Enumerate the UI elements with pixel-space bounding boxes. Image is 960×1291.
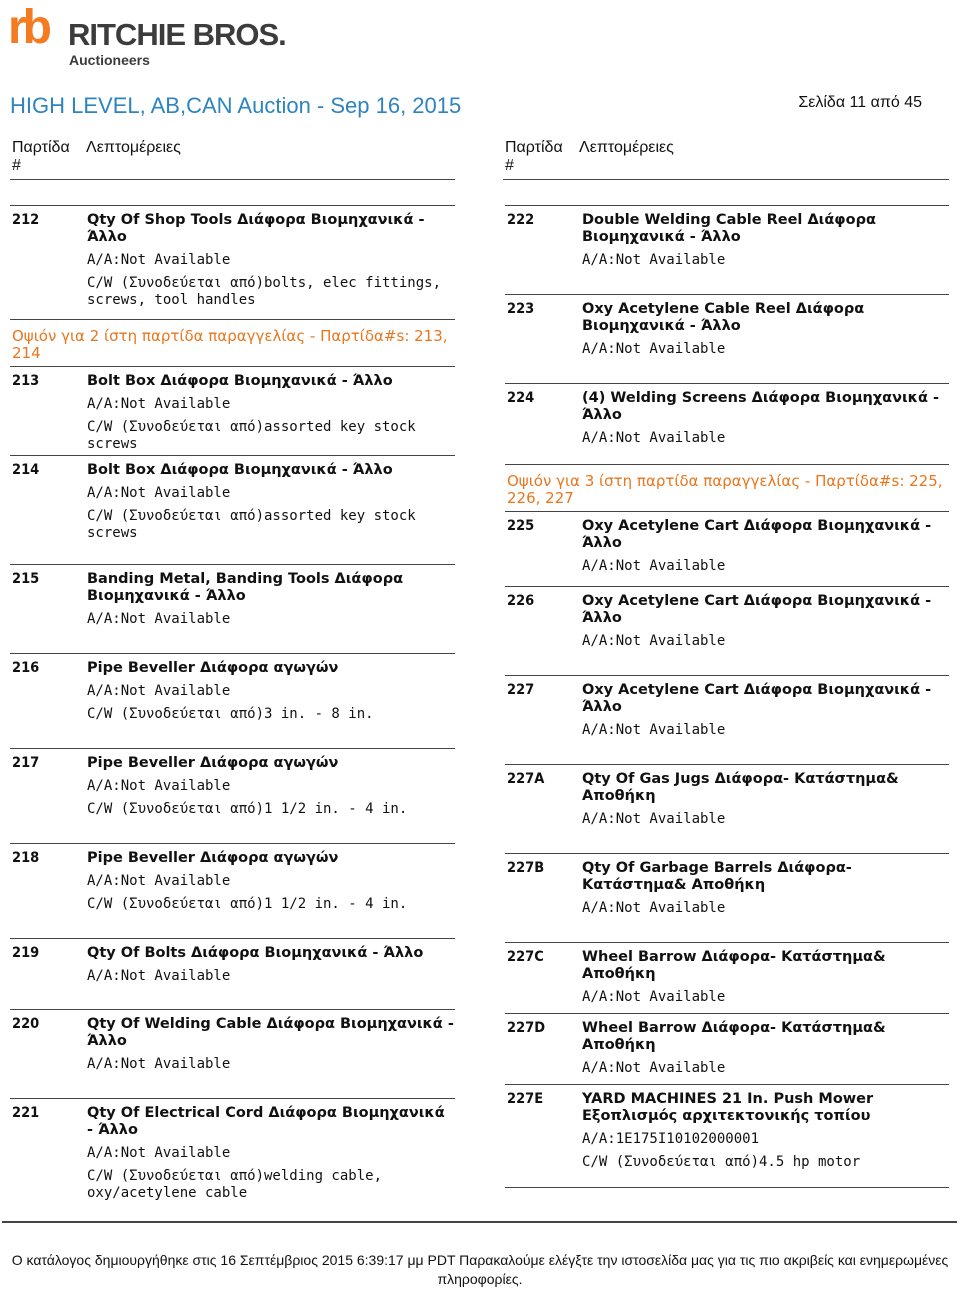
lot-aa: A/A:Not Available [582,252,726,268]
lot-number: 226 [507,593,535,609]
lot-name: Qty Of Electrical Cord Διάφορα Βιομηχανικά - Άλλο [87,1105,445,1138]
lot-cw: C/W (Συνοδεύεται από)welding cable, oxy/acetylene cable [87,1168,383,1201]
lot-item [10,844,455,939]
lot-aa: A/A:Not Available [582,722,726,738]
lot-number-header: Παρτίδα # [12,139,70,174]
lot-aa: A/A:Not Available [87,485,231,501]
lot-item [505,676,949,765]
details-header: Λεπτομέρειες [579,139,674,156]
lot-item [505,512,949,587]
lot-name: Banding Metal, Banding Tools Διάφορα Βιομηχανικά - Άλλο [87,571,404,604]
lot-item [10,456,455,565]
lot-aa: A/A:1E175I10102000001 [582,1131,760,1147]
lot-aa: A/A:Not Available [87,252,231,268]
lot-cw: C/W (Συνοδεύεται από)1 1/2 in. - 4 in. [87,801,408,817]
footer-divider [2,1221,957,1223]
lot-number-header: Παρτίδα # [505,139,563,174]
lot-item [505,206,949,295]
lot-item [505,295,949,384]
lot-number: 222 [507,212,535,228]
lot-name: Bolt Box Διάφορα Βιομηχανικά - Άλλο [87,462,393,478]
lot-item [10,939,455,1010]
right-lot-column [505,205,949,1188]
lot-number: 227 [507,682,535,698]
lot-item [10,1099,455,1216]
left-lot-column [10,205,455,1216]
lot-item [10,749,455,844]
lot-item [10,654,455,749]
lot-item [505,384,949,464]
right-column-header [503,139,949,180]
lot-name: Oxy Acetylene Cart Διάφορα Βιομηχανικά - Άλλο [582,593,932,626]
lot-number: 216 [12,660,40,676]
lot-item [505,943,949,1014]
lot-name: Pipe Beveller Διάφορα αγωγών [87,850,339,866]
offer-notice: Οψιόν για 2 ίστη παρτίδα παραγγελίας - Παρτίδα#s: 213, 214 [10,319,455,367]
lot-name: Double Welding Cable Reel Διάφορα Βιομηχανικά - Άλλο [582,212,876,245]
lot-number: 217 [12,755,40,771]
lot-aa: A/A:Not Available [87,873,231,889]
lot-number: 221 [12,1105,40,1121]
lot-number: 214 [12,462,40,478]
lot-aa: A/A:Not Available [582,989,726,1005]
offer-notice: Οψιόν για 3 ίστη παρτίδα παραγγελίας - Παρτίδα#s: 225, 226, 227 [505,464,949,512]
lot-item [505,1014,949,1085]
lot-item [10,1010,455,1099]
lot-aa: A/A:Not Available [87,396,231,412]
lot-number: 220 [12,1016,40,1032]
lot-number: 225 [507,518,535,534]
lot-aa: A/A:Not Available [87,611,231,627]
lot-number: 212 [12,212,40,228]
lot-number: 213 [12,373,40,389]
logo-subtitle: Auctioneers [69,52,150,68]
lot-name: Wheel Barrow Διάφορα- Κατάστημα& Αποθήκη [582,1020,886,1053]
lot-name: Qty Of Shop Tools Διάφορα Βιομηχανικά - Άλλο [87,212,425,245]
catalog-footer-note: Ο κατάλογος δημιουργήθηκε στις 16 Σεπτέμβριος 2015 6:39:17 μμ PDT Παρακαλούμε ελέγξτε την ιστοσελίδα μας για τις πιο ακριβείς και ενημερωμένες πληροφορίες. [11,1252,949,1287]
lot-name: (4) Welding Screens Διάφορα Βιομηχανικά - Άλλο [582,390,939,423]
lot-aa: A/A:Not Available [582,633,726,649]
lot-number: 218 [12,850,40,866]
lot-number: 219 [12,945,40,961]
lot-name: Bolt Box Διάφορα Βιομηχανικά - Άλλο [87,373,393,389]
lot-cw: C/W (Συνοδεύεται από)assorted key stock screws [87,419,416,452]
page-number: Σελίδα 11 από 45 [798,94,922,111]
lot-aa: A/A:Not Available [582,811,726,827]
left-column-header [10,139,455,180]
lot-item [10,206,455,319]
lot-name: Pipe Beveller Διάφορα αγωγών [87,755,339,771]
details-header: Λεπτομέρειες [86,139,181,156]
lot-item [505,854,949,943]
lot-cw: C/W (Συνοδεύεται από)1 1/2 in. - 4 in. [87,896,408,912]
auction-title: HIGH LEVEL, AB,CAN Auction - Sep 16, 2015 [10,93,462,118]
lot-number: 223 [507,301,535,317]
lot-name: Qty Of Welding Cable Διάφορα Βιομηχανικά - Άλλο [87,1016,454,1049]
lot-aa: A/A:Not Available [87,1145,231,1161]
lot-aa: A/A:Not Available [582,900,726,916]
lot-aa: A/A:Not Available [87,778,231,794]
lot-name: Qty Of Garbage Barrels Διάφορα- Κατάστημα& Αποθήκη [582,860,852,893]
lot-item [505,1085,949,1188]
lot-aa: A/A:Not Available [87,683,231,699]
lot-number: 227E [507,1091,544,1107]
lot-item [10,565,455,654]
lot-number: 215 [12,571,40,587]
lot-item [10,367,455,456]
ritchie-bros-logo [8,1,298,72]
lot-number: 227B [507,860,545,876]
lot-cw: C/W (Συνοδεύεται από)3 in. - 8 in. [87,706,374,722]
rb-logo-mark: rb [8,1,48,54]
lot-number: 227C [507,949,544,965]
lot-aa: A/A:Not Available [582,1060,726,1076]
lot-aa: A/A:Not Available [87,1056,231,1072]
lot-cw: C/W (Συνοδεύεται από)bolts, elec fittings, screws, tool handles [87,275,442,308]
lot-cw: C/W (Συνοδεύεται από)assorted key stock screws [87,508,416,541]
lot-name: Qty Of Bolts Διάφορα Βιομηχανικά - Άλλο [87,945,424,961]
lot-aa: A/A:Not Available [582,558,726,574]
lot-number: 227D [507,1020,546,1036]
lot-name: Wheel Barrow Διάφορα- Κατάστημα& Αποθήκη [582,949,886,982]
lot-number: 224 [507,390,535,406]
lot-aa: A/A:Not Available [582,341,726,357]
lot-cw: C/W (Συνοδεύεται από)4.5 hp motor [582,1154,861,1170]
logo-company-name: RITCHIE BROS. [68,17,286,52]
lot-name: Oxy Acetylene Cable Reel Διάφορα Βιομηχανικά - Άλλο [582,301,865,334]
lot-item [505,587,949,676]
lot-name: Oxy Acetylene Cart Διάφορα Βιομηχανικά - Άλλο [582,682,932,715]
lot-name: Oxy Acetylene Cart Διάφορα Βιομηχανικά - Άλλο [582,518,932,551]
lot-name: Qty Of Gas Jugs Διάφορα- Κατάστημα& Αποθήκη [582,771,899,804]
lot-number: 227A [507,771,545,787]
lot-item [505,765,949,854]
lot-aa: A/A:Not Available [582,430,726,446]
lot-name: YARD MACHINES 21 In. Push Mower Εξοπλισμός αρχιτεκτονικής τοπίου [582,1091,874,1124]
lot-name: Pipe Beveller Διάφορα αγωγών [87,660,339,676]
lot-aa: A/A:Not Available [87,968,231,984]
